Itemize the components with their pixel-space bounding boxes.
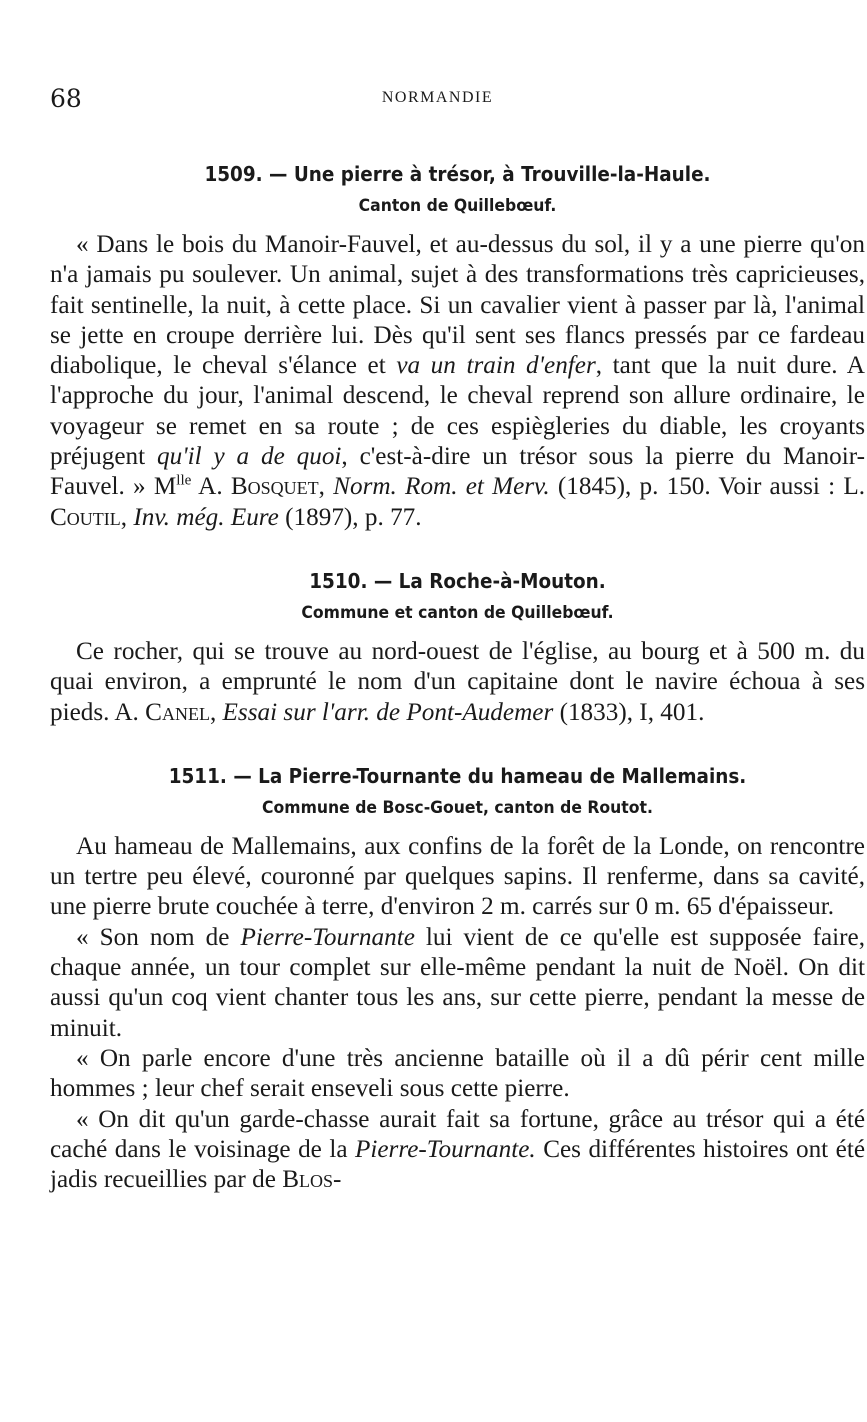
- superscript: lle: [176, 472, 192, 489]
- text-run: ,: [209, 698, 223, 726]
- entry-title: 1511. — La Pierre-Tournante du hameau de Mallemains.: [168, 763, 747, 788]
- spacer: [50, 728, 865, 762]
- page-number: 68: [50, 84, 82, 113]
- text-run: « On dit qu'un garde-chasse aurait fait sa fortune, grâce au trésor qui a été caché dans le voisinage de la: [50, 1105, 865, 1163]
- italic-text: va un train d'enfer: [396, 352, 596, 380]
- italic-text: qu'il y a de quoi: [157, 443, 342, 471]
- entry-subtitle: Canton de Quillebœuf.: [358, 196, 557, 216]
- text-run: (1833), I, 401.: [553, 698, 705, 726]
- running-head: [50, 84, 825, 114]
- text-run: , tant que la nuit dure. A l'approche du jour, l'animal descend, le cheval reprend son allure ordinaire, le voyageur se remet en sa route ; de ces espiègleries du diable, les croyants préjugent: [50, 352, 865, 471]
- text-run: ,: [120, 503, 134, 531]
- italic-text: Norm. Rom. et Merv.: [333, 473, 550, 501]
- entry-1511: [50, 762, 865, 1196]
- text-run: « Son nom de: [76, 923, 241, 951]
- page-content: [50, 160, 865, 1195]
- spacer: [50, 533, 865, 567]
- text-run: lui vient de ce qu'elle est supposée faire, chaque année, un tour complet sur elle-même pendant la nuit de Noël. On dit aussi qu'un coq vient chanter tous les ans, sur cette pierre, pendant la messe de minuit.: [50, 923, 865, 1042]
- entry-title: 1509. — Une pierre à trésor, à Trouville-la-Haule.: [204, 162, 711, 186]
- text-run: (1897), p. 77.: [278, 503, 422, 531]
- running-title: NORMANDIE: [381, 89, 494, 106]
- text-run: ,: [318, 473, 334, 501]
- entry-1510: [50, 567, 865, 728]
- text-run: (1845), p. 150. Voir aussi : L.: [549, 473, 866, 501]
- italic-text: Pierre-Tournante: [240, 923, 415, 951]
- entry-1509: [50, 160, 865, 533]
- entry-title: 1510. — La Roche-à-Mouton.: [309, 568, 606, 593]
- author-name: Blos-: [282, 1166, 342, 1194]
- text-run: Ces différentes histoires ont été jadis recueillies par de: [50, 1135, 865, 1194]
- text-run: Ce rocher, qui se trouve au nord-ouest de l'église, au bourg et à 500 m. du quai environ, a emprunté le nom d'un capitaine dont le navire échoua à ses pieds. A.: [50, 637, 865, 726]
- entry-paragraph: [50, 923, 865, 1044]
- text-run: « Dans le bois du Manoir-Fauvel, et au-dessus du sol, il y a une pierre qu'on n'a jamais pu soulever. Un animal, sujet à des transformations très capricieuses, fait sentinelle, la nuit, à cette place. Si un cavalier vient à passer par là, l'animal se jette en croupe derrière lui. Dès qu'il sent ses flancs pressés par ce fardeau diabolique, le cheval s'élance et: [50, 231, 865, 380]
- entry-paragraph: « On parle encore d'une très ancienne bataille où il a dû périr cent mille hommes ; leur chef serait enseveli sous cette pierre.: [50, 1044, 865, 1103]
- entry-paragraph: [50, 1105, 865, 1196]
- text-run: , c'est-à-dire un trésor sous la pierre du Manoir-Fauvel. » M: [50, 443, 865, 501]
- entry-paragraph: [50, 230, 865, 533]
- author-name: Bosquet: [230, 473, 319, 501]
- text-run: A.: [191, 473, 231, 501]
- entry-paragraph: Au hameau de Mallemains, aux confins de la forêt de la Londe, on rencontre un tertre peu élevé, couronné par quelques sapins. Il renferme, dans sa cavité, une pierre brute couchée à terre, d'environ 2 m. carrés sur 0 m. 65 d'épaisseur.: [50, 832, 865, 921]
- entry-subtitle: Commune et canton de Quillebœuf.: [301, 602, 614, 623]
- entry-paragraph: [50, 637, 865, 728]
- entry-subtitle: Commune de Bosc-Gouet, canton de Routot.: [262, 797, 653, 818]
- author-name: Coutil: [50, 503, 121, 531]
- author-name: Canel: [145, 698, 210, 726]
- italic-text: Inv. még. Eure: [133, 503, 279, 531]
- italic-text: Essai sur l'arr. de Pont-Audemer: [222, 698, 554, 726]
- italic-text: Pierre-Tournante.: [354, 1135, 536, 1163]
